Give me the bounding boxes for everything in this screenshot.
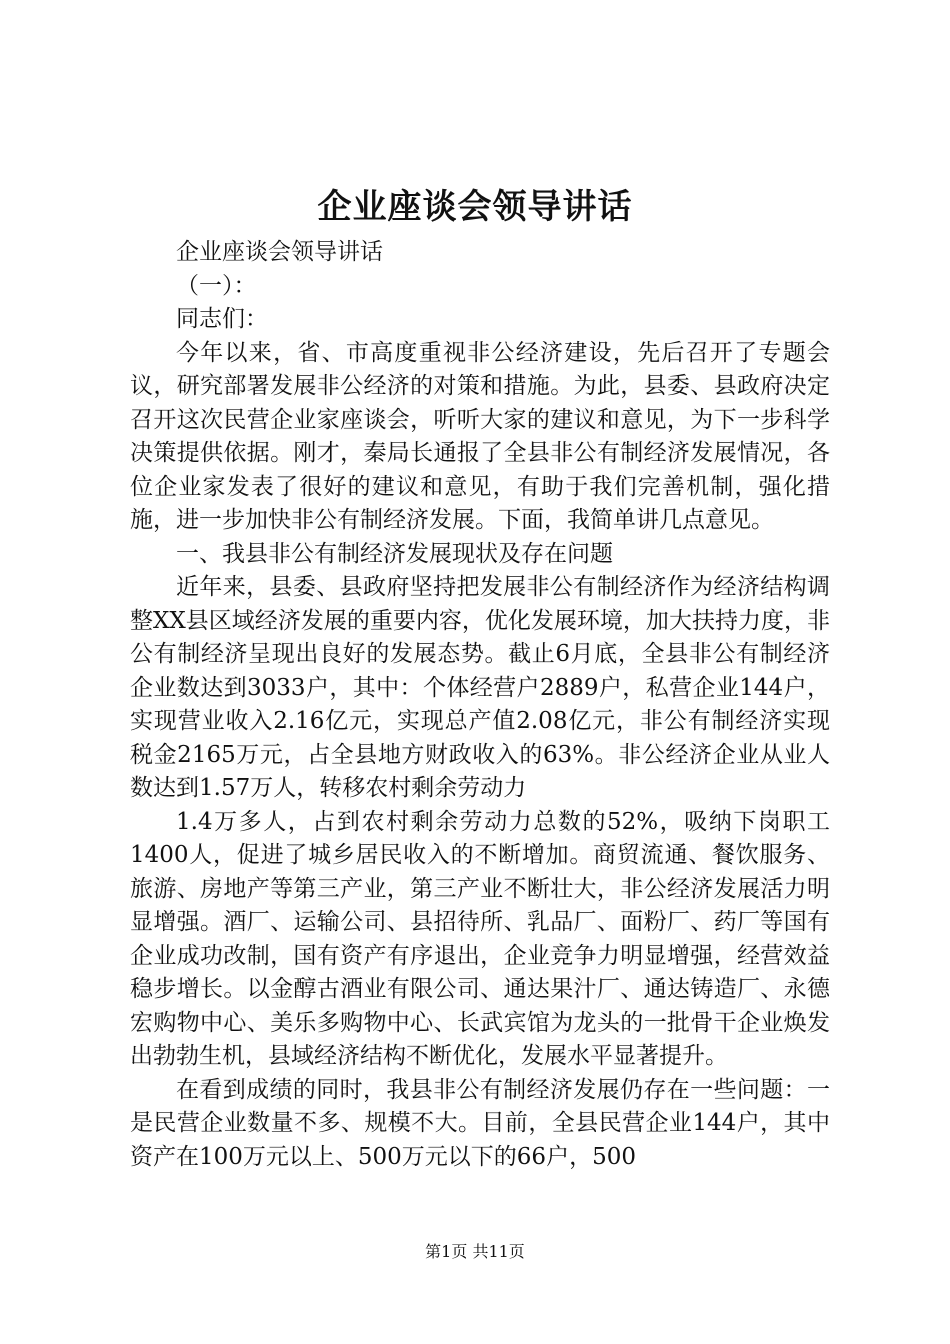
paragraph-introduction: 今年以来，省、市高度重视非公经济建设，先后召开了专题会议，研究部署发展非公经济的对策和措施。为此，县委、县政府决定召开这次民营企业家座谈会，听听大家的建议和意见，为下一步科学决策提供依据。刚才，秦局长通报了全县非公有制经济发展情况，各位企业家发表了很好的建议和意见，有助于我们完善机制，强化措施，进一步加快非公有制经济发展。下面，我简单讲几点意见。: [130, 339, 830, 533]
paragraph-status: 近年来，县委、县政府坚持把发展非公有制经济作为经济结构调整XX县区域经济发展的重要内容，优化发展环境，加大扶持力度，非公有制经济呈现出良好的发展态势。截止6月底，全县非公有制经济企业数达到3033户，其中：个体经营户2889户，私营企业144户，实现营业收入2.16亿元，实现总产值2.08亿元，非公有制经济实现税金2165万元，占全县地方财政收入的63%。非公经济企业从业人数达到1.57万人，转移农村剩余劳动力: [130, 574, 830, 801]
paragraph-problems: 在看到成绩的同时，我县非公有制经济发展仍存在一些问题：一是民营企业数量不多、规模不大。目前，全县民营企业144户，其中资产在100万元以上、500万元以下的66户，500: [130, 1076, 830, 1170]
paragraph-salutation: 同志们：: [176, 306, 268, 332]
paragraph-achievements: 1.4万多人，占到农村剩余劳动力总数的52%，吸纳下岗职工1400人，促进了城乡居民收入的不断增加。商贸流通、餐饮服务、旅游、房地产等第三产业，第三产业不断壮大，非公经济发展活力明显增强。酒厂、运输公司、县招待所、乳品厂、面粉厂、药厂等国有企业成功改制，国有资产有序退出，企业竞争力明显增强，经营效益稳步增长。以金醇古酒业有限公司、通达果汁厂、通达铸造厂、永德宏购物中心、美乐多购物中心、长武宾馆为龙头的一批骨干企业焕发出勃勃生机，县域经济结构不断优化，发展水平显著提升。: [130, 808, 830, 1069]
document-body: [130, 236, 830, 1174]
document-title: 企业座谈会领导讲话: [317, 187, 633, 227]
paragraph-heading: 企业座谈会领导讲话: [176, 239, 383, 265]
paragraph-section-number: （一）：: [176, 272, 257, 299]
page-footer: 第1页 共11页: [425, 1242, 525, 1261]
paragraph-section-heading: 一、我县非公有制经济发展现状及存在问题: [176, 540, 613, 567]
